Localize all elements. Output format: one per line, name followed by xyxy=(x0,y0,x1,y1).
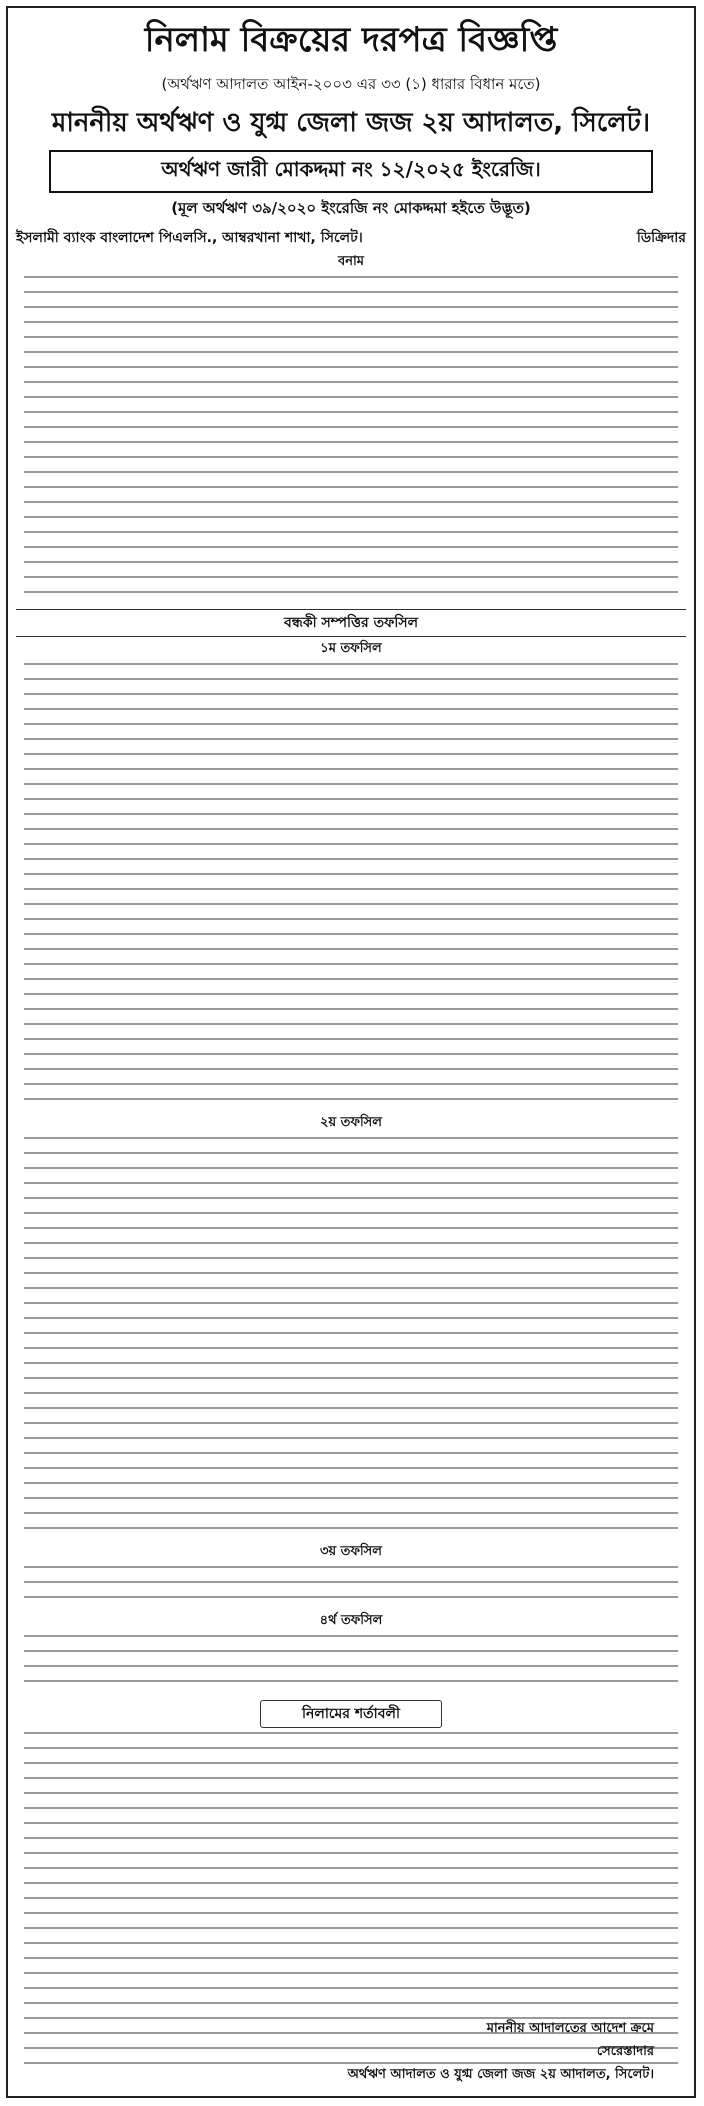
court-name: মাননীয় অর্থঋণ ও যুগ্ম জেলা জজ ২য় আদালত, সিলেট। xyxy=(51,108,651,138)
party-row xyxy=(8,226,694,250)
source-case: (মূল অর্থঋণ ৩৯/২০২০ ইংরেজি নং মোকদ্দমা হইতে উদ্ভূত) xyxy=(171,199,531,217)
auction-conditions-heading: নিলামের শর্তাবলী xyxy=(260,1700,442,1728)
schedule-4-heading: ৪র্থ তফসিল xyxy=(319,1613,383,1628)
versus-label: বনাম xyxy=(338,254,364,269)
schedule-4-text xyxy=(16,1635,686,1692)
notice-frame xyxy=(6,6,696,2098)
schedule-3-heading: ৩য় তফসিল xyxy=(320,1544,382,1559)
decree-holder-role: ডিক্রিদার xyxy=(636,230,686,246)
decree-holder: ইসলামী ব্যাংক বাংলাদেশ পিএলসি., আম্বরখানা শাখা, সিলেট। xyxy=(16,230,363,246)
schedule-1-text xyxy=(16,663,686,1110)
case-number: অর্থঋণ জারী মোকদ্দমা নং ১২/২০২৫ ইংরেজি। xyxy=(49,150,653,193)
notice-subtitle: (অর্থঋণ আদালত আইন-২০০৩ এর ৩৩ (১) ধারার বিধান মতে) xyxy=(161,75,541,93)
schedule-3-text xyxy=(16,1566,686,1608)
signature-block xyxy=(8,2017,694,2088)
notice-title: নিলাম বিক্রয়ের দরপত্র বিজ্ঞপ্তি xyxy=(144,20,558,60)
footer-clerk: সেরেস্তাদার xyxy=(596,2044,654,2059)
footer-order: মাননীয় আদালতের আদেশ ক্রমে xyxy=(486,2021,654,2036)
schedule-2-heading: ২য় তফসিল xyxy=(320,1115,382,1130)
schedule-1-heading: ১ম তফসিল xyxy=(320,641,382,656)
footer-court: অর্থঋণ আদালত ও যুগ্ম জেলা জজ ২য় আদালত, সিলেট। xyxy=(347,2067,654,2082)
property-schedule-heading: বন্ধকী সম্পত্তির তফসিল xyxy=(16,609,686,637)
schedule-2-text xyxy=(16,1137,686,1539)
parties-text-block xyxy=(16,276,686,603)
